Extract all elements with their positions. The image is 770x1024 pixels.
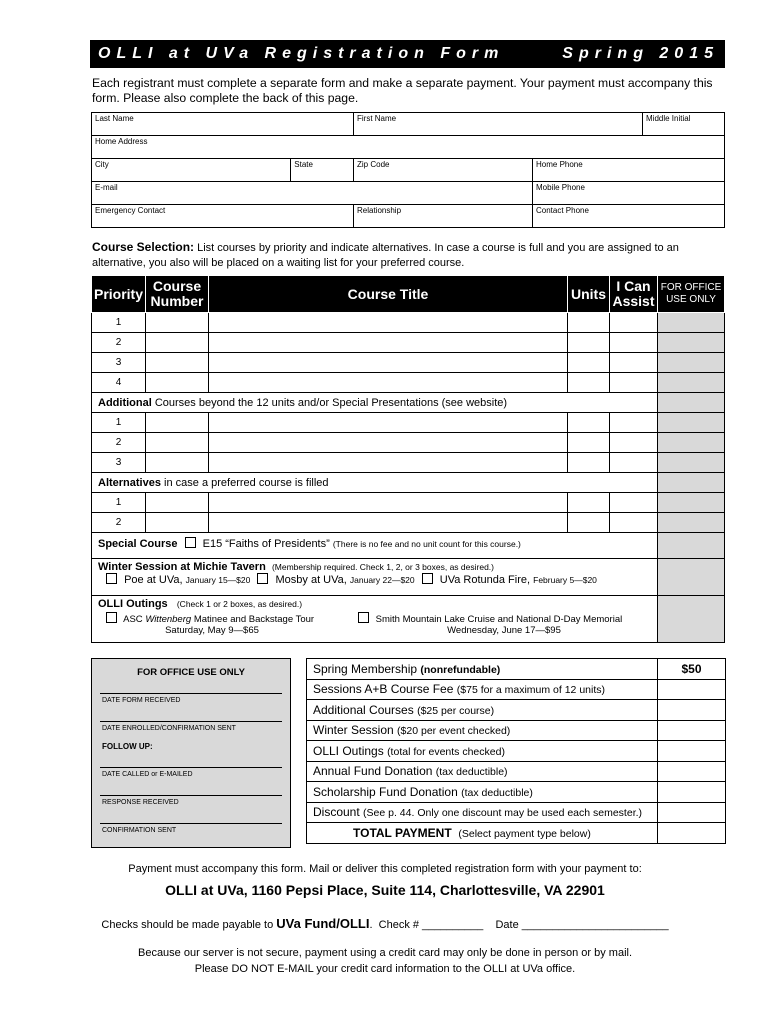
office-line (100, 795, 282, 796)
course-number-cell[interactable] (146, 453, 209, 473)
fee-note: (See p. 44. Only one discount may be used each semester.) (363, 807, 643, 820)
home-address-field[interactable]: Home Address (92, 136, 725, 159)
poe-date: January 15—$20 (185, 575, 251, 585)
course-title-cell[interactable] (209, 333, 568, 353)
check-number-field[interactable]: Check # __________ (378, 919, 484, 931)
col-assist: I Can Assist (610, 276, 658, 313)
office-cell (658, 353, 725, 373)
course-table-header (92, 276, 725, 313)
course-selection-label: Course Selection: (92, 240, 195, 254)
table-row (92, 453, 725, 473)
fee-label: Spring Membership (313, 661, 418, 676)
table-row (92, 493, 725, 513)
mobile-phone-field[interactable]: Mobile Phone (533, 182, 725, 205)
table-row (92, 433, 725, 453)
credit-card-notice: Because our server is not secure, payment using a credit card may only be done in person or by mail. (137, 947, 633, 959)
course-number-cell[interactable] (146, 413, 209, 433)
fee-label: OLLI Outings (313, 743, 384, 758)
fee-note: ($25 per course) (417, 704, 495, 717)
row-number: 3 (92, 353, 146, 373)
office-cell (658, 559, 725, 596)
units-cell[interactable] (568, 333, 610, 353)
asc-label: ASC (123, 614, 143, 625)
office-line (100, 767, 282, 768)
course-number-cell[interactable] (146, 313, 209, 333)
contact-phone-field[interactable]: Contact Phone (533, 205, 725, 228)
special-course-checkbox[interactable] (185, 537, 196, 548)
sessions-amount[interactable] (658, 679, 726, 700)
special-course-cell (92, 533, 658, 559)
payment-instructions: Payment must accompany this form. Mail or deliver this completed registration form with your payment to: (128, 863, 642, 875)
table-row (92, 353, 725, 373)
mosby-label: Mosby at UVa, (275, 574, 347, 586)
mosby-date: January 22—$20 (349, 575, 415, 585)
winter-session-cell (92, 559, 658, 596)
fee-label: Scholarship Fund Donation (313, 784, 458, 799)
col-course-number: Course Number (146, 276, 209, 313)
table-row (92, 373, 725, 393)
assist-cell[interactable] (610, 513, 658, 533)
office-use-box (91, 658, 291, 848)
fee-discount (307, 802, 658, 823)
scholarship-amount[interactable] (658, 782, 726, 803)
office-line (100, 823, 282, 824)
registrant-info-table (91, 112, 725, 228)
date-called-label: DATE CALLED or E-MAILED (102, 771, 193, 778)
additional-bold: Additional (98, 396, 152, 409)
date-form-received-label: DATE FORM RECEIVED (102, 697, 181, 704)
fee-note: (tax deductible) (461, 786, 533, 799)
alternatives-section-label (92, 473, 658, 493)
assist-cell[interactable] (610, 333, 658, 353)
units-cell[interactable] (568, 513, 610, 533)
additional-text: Courses beyond the 12 units and/or Special Presentations (see website) (154, 396, 508, 409)
outings-amount[interactable] (658, 741, 726, 762)
rotunda-label: UVa Rotunda Fire, (439, 574, 531, 586)
fee-label: Discount (313, 805, 360, 820)
units-cell[interactable] (568, 493, 610, 513)
fee-note: (tax deductible) (435, 766, 508, 779)
fee-label: Sessions A+B Course Fee (313, 682, 454, 697)
date-enrolled-label: DATE ENROLLED/CONFIRMATION SENT (102, 725, 236, 732)
special-course-label: Special Course (98, 538, 178, 550)
course-title-cell[interactable] (209, 313, 568, 333)
row-number: 1 (92, 493, 146, 513)
intro-text: Each registrant must complete a separate form and make a separate payment. Your payment must accompany this form. Please also complete the back of this page. (92, 76, 713, 105)
zip-field[interactable]: Zip Code (354, 159, 533, 182)
fee-total (307, 823, 658, 844)
course-title-cell[interactable] (209, 433, 568, 453)
office-cell (658, 413, 725, 433)
first-name-field[interactable]: First Name (354, 113, 643, 136)
assist-cell[interactable] (610, 493, 658, 513)
fee-membership (307, 659, 658, 680)
form-term: Spring 2015 (562, 45, 719, 62)
course-number-cell[interactable] (146, 373, 209, 393)
office-cell (658, 393, 725, 413)
fee-label: Annual Fund Donation (313, 764, 433, 779)
emergency-contact-field[interactable]: Emergency Contact (92, 205, 354, 228)
winter-amount[interactable] (658, 720, 726, 741)
mosby-checkbox[interactable] (257, 573, 268, 584)
poe-checkbox[interactable] (106, 573, 117, 584)
outings-note: (Check 1 or 2 boxes, as desired.) (176, 599, 303, 609)
alternatives-text: in case a preferred course is filled (164, 476, 329, 489)
col-units: Units (568, 276, 610, 313)
winter-session-row (92, 559, 725, 596)
form-title: OLLI at UVa Registration Form (98, 45, 505, 62)
outings-label: OLLI Outings (98, 598, 168, 610)
units-cell[interactable] (568, 413, 610, 433)
course-number-cell[interactable] (146, 333, 209, 353)
special-course-row (92, 533, 725, 559)
discount-amount[interactable] (658, 802, 726, 823)
home-phone-field[interactable]: Home Phone (533, 159, 725, 182)
assist-cell[interactable] (610, 353, 658, 373)
winter-session-label: Winter Session at Michie Tavern (98, 561, 266, 573)
special-course-title: E15 “Faiths of Presidents” (202, 538, 330, 550)
poe-label: Poe at UVa, (124, 574, 183, 586)
units-cell[interactable] (568, 373, 610, 393)
fee-note: ($20 per event checked) (397, 725, 511, 738)
course-title-cell[interactable] (209, 353, 568, 373)
asc-tour-label: Matinee and Backstage Tour (193, 614, 315, 625)
units-cell[interactable] (568, 313, 610, 333)
email-field[interactable]: E-mail (92, 182, 533, 205)
fee-note: (total for events checked) (387, 745, 505, 758)
table-row (92, 333, 725, 353)
special-course-note: (There is no fee and no unit count for this course.) (332, 539, 521, 549)
office-line (100, 693, 282, 694)
course-title-cell[interactable] (209, 453, 568, 473)
office-cell (658, 533, 725, 559)
additional-section-label (92, 393, 658, 413)
course-number-cell[interactable] (146, 513, 209, 533)
course-title-cell[interactable] (209, 373, 568, 393)
assist-cell[interactable] (610, 413, 658, 433)
course-number-cell[interactable] (146, 433, 209, 453)
outings-row (92, 596, 725, 643)
last-name-field[interactable]: Last Name (92, 113, 354, 136)
row-number: 1 (92, 413, 146, 433)
row-number: 4 (92, 373, 146, 393)
wittenberg-label: Wittenberg (145, 614, 192, 625)
row-number: 2 (92, 433, 146, 453)
no-email-notice: Please DO NOT E-MAIL your credit card information to the OLLI at UVa office. (194, 963, 576, 975)
state-field[interactable]: State (291, 159, 354, 182)
office-cell (658, 493, 725, 513)
units-cell[interactable] (568, 453, 610, 473)
table-row (92, 313, 725, 333)
units-cell[interactable] (568, 433, 610, 453)
office-cell (658, 453, 725, 473)
membership-amount: $50 (658, 659, 726, 680)
total-label: TOTAL PAYMENT (353, 825, 452, 840)
office-use-title: FOR OFFICE USE ONLY (137, 667, 245, 678)
check-payable-label: Checks should be made payable to (101, 919, 274, 931)
smith-mountain-label: Smith Mountain Lake Cruise and National D-Day Memorial (375, 614, 623, 625)
col-course-title: Course Title (209, 276, 568, 313)
rotunda-checkbox[interactable] (422, 573, 433, 584)
alternatives-section-row (92, 473, 725, 493)
course-table (91, 275, 725, 643)
winter-session-note: (Membership required. Check 1, 2, or 3 boxes, as desired.) (271, 562, 494, 572)
fee-note: ($75 for a maximum of 12 units) (456, 684, 605, 697)
fee-label: Winter Session (313, 723, 394, 738)
assist-cell[interactable] (610, 453, 658, 473)
alternatives-bold: Alternatives (98, 476, 161, 489)
fee-annual (307, 761, 658, 782)
course-title-cell[interactable] (209, 493, 568, 513)
check-payable-line: Checks should be made payable to UVa Fund/OLLI. Check # __________ Date ________________________ (101, 916, 669, 931)
assist-cell[interactable] (610, 433, 658, 453)
fee-winter (307, 720, 658, 741)
fee-note: (nonrefundable) (420, 663, 501, 676)
course-title-cell[interactable] (209, 513, 568, 533)
office-cell (658, 433, 725, 453)
additional-amount[interactable] (658, 700, 726, 721)
response-received-label: RESPONSE RECEIVED (102, 799, 179, 806)
city-field[interactable]: City (92, 159, 291, 182)
course-number-cell[interactable] (146, 353, 209, 373)
asc-date: Saturday, May 9—$65 (165, 625, 259, 636)
units-cell[interactable] (568, 353, 610, 373)
relationship-field[interactable]: Relationship (354, 205, 533, 228)
mailing-address: OLLI at UVa, 1160 Pepsi Place, Suite 114, Charlottesville, VA 22901 (165, 882, 605, 898)
assist-cell[interactable] (610, 313, 658, 333)
table-row (92, 513, 725, 533)
course-title-cell[interactable] (209, 413, 568, 433)
fee-additional (307, 700, 658, 721)
course-selection-instructions: List courses by priority and indicate alternatives. In case a course is full and you are assigned to an alternative, you also will be placed on a waiting list for your preferred course. (92, 242, 679, 269)
fees-table (306, 658, 726, 844)
total-note: (Select payment type below) (458, 827, 591, 840)
check-date-field[interactable]: Date ________________________ (495, 919, 669, 931)
table-row (92, 413, 725, 433)
middle-initial-field[interactable]: Middle Initial (643, 113, 725, 136)
assist-cell[interactable] (610, 373, 658, 393)
row-number: 2 (92, 333, 146, 353)
col-priority: Priority (92, 276, 146, 313)
form-header (90, 40, 725, 68)
office-cell (658, 513, 725, 533)
row-number: 1 (92, 313, 146, 333)
annual-amount[interactable] (658, 761, 726, 782)
course-selection-text (92, 240, 728, 271)
additional-section-row (92, 393, 725, 413)
total-amount[interactable] (658, 823, 726, 844)
office-cell (658, 313, 725, 333)
row-number: 3 (92, 453, 146, 473)
col-office: FOR OFFICE USE ONLY (658, 276, 725, 313)
rotunda-date: February 5—$20 (533, 575, 597, 585)
row-number: 2 (92, 513, 146, 533)
follow-up-label: FOLLOW UP: (102, 742, 153, 751)
course-number-cell[interactable] (146, 493, 209, 513)
office-cell (658, 333, 725, 353)
office-cell (658, 596, 725, 643)
office-cell (658, 373, 725, 393)
asc-checkbox[interactable] (106, 612, 117, 623)
office-line (100, 721, 282, 722)
check-payee: UVa Fund/OLLI (276, 916, 370, 931)
office-cell (658, 473, 725, 493)
confirmation-sent-label: CONFIRMATION SENT (102, 827, 177, 834)
outings-cell (92, 596, 658, 643)
fee-scholarship (307, 782, 658, 803)
fee-label: Additional Courses (313, 702, 414, 717)
smith-mountain-date: Wednesday, June 17—$95 (447, 625, 561, 636)
fee-sessions (307, 679, 658, 700)
fee-outings (307, 741, 658, 762)
smith-mountain-checkbox[interactable] (358, 612, 369, 623)
